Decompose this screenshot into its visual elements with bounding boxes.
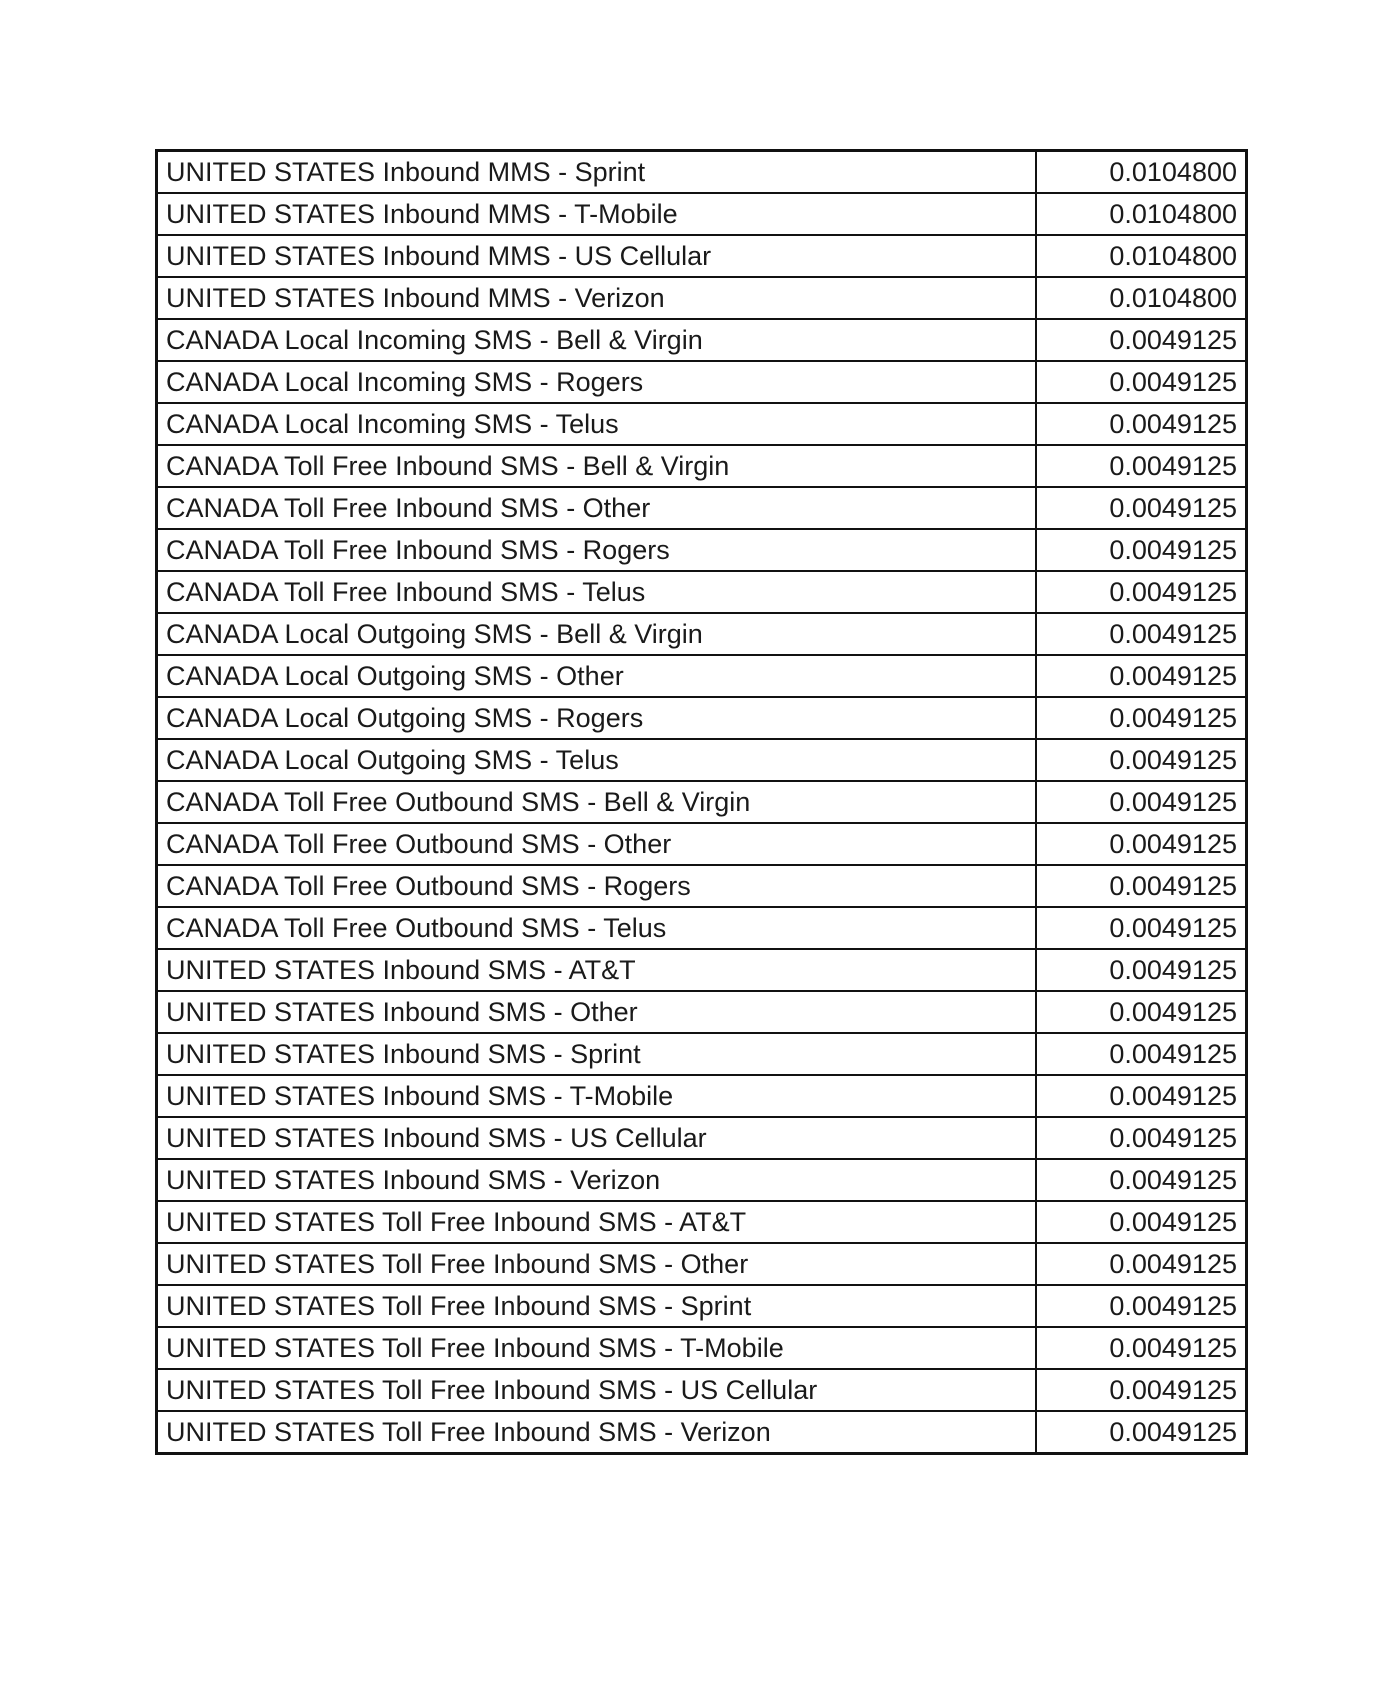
row-rate: 0.0049125 bbox=[1036, 1243, 1247, 1285]
row-description: UNITED STATES Toll Free Inbound SMS - T-Mobile bbox=[157, 1327, 1036, 1369]
row-rate: 0.0049125 bbox=[1036, 571, 1247, 613]
row-rate: 0.0049125 bbox=[1036, 1285, 1247, 1327]
table-row bbox=[157, 865, 1247, 907]
row-description: UNITED STATES Inbound MMS - T-Mobile bbox=[157, 193, 1036, 235]
row-rate: 0.0049125 bbox=[1036, 361, 1247, 403]
table-row bbox=[157, 571, 1247, 613]
row-description: UNITED STATES Inbound SMS - Other bbox=[157, 991, 1036, 1033]
table-row bbox=[157, 319, 1247, 361]
row-description: UNITED STATES Inbound SMS - Sprint bbox=[157, 1033, 1036, 1075]
row-rate: 0.0049125 bbox=[1036, 865, 1247, 907]
table-row bbox=[157, 613, 1247, 655]
table-row bbox=[157, 151, 1247, 194]
row-description: CANADA Toll Free Outbound SMS - Bell & Virgin bbox=[157, 781, 1036, 823]
row-description: UNITED STATES Toll Free Inbound SMS - Other bbox=[157, 1243, 1036, 1285]
row-description: CANADA Toll Free Outbound SMS - Telus bbox=[157, 907, 1036, 949]
row-description: UNITED STATES Inbound SMS - Verizon bbox=[157, 1159, 1036, 1201]
table-row bbox=[157, 403, 1247, 445]
row-rate: 0.0049125 bbox=[1036, 991, 1247, 1033]
row-description: CANADA Toll Free Inbound SMS - Telus bbox=[157, 571, 1036, 613]
row-description: CANADA Local Incoming SMS - Bell & Virgin bbox=[157, 319, 1036, 361]
table-row bbox=[157, 823, 1247, 865]
row-description: UNITED STATES Toll Free Inbound SMS - US Cellular bbox=[157, 1369, 1036, 1411]
row-rate: 0.0049125 bbox=[1036, 487, 1247, 529]
table-row bbox=[157, 277, 1247, 319]
row-rate: 0.0049125 bbox=[1036, 1411, 1247, 1454]
table-row bbox=[157, 949, 1247, 991]
table-row bbox=[157, 1285, 1247, 1327]
row-description: UNITED STATES Inbound MMS - US Cellular bbox=[157, 235, 1036, 277]
row-description: UNITED STATES Inbound SMS - US Cellular bbox=[157, 1117, 1036, 1159]
table-row bbox=[157, 1117, 1247, 1159]
row-rate: 0.0049125 bbox=[1036, 319, 1247, 361]
row-description: CANADA Toll Free Outbound SMS - Rogers bbox=[157, 865, 1036, 907]
row-rate: 0.0049125 bbox=[1036, 1117, 1247, 1159]
row-rate: 0.0049125 bbox=[1036, 739, 1247, 781]
table-row bbox=[157, 907, 1247, 949]
row-rate: 0.0049125 bbox=[1036, 403, 1247, 445]
row-description: CANADA Local Outgoing SMS - Telus bbox=[157, 739, 1036, 781]
table-row bbox=[157, 1033, 1247, 1075]
row-rate: 0.0049125 bbox=[1036, 1033, 1247, 1075]
table-row bbox=[157, 739, 1247, 781]
table-row bbox=[157, 1411, 1247, 1454]
table-row bbox=[157, 361, 1247, 403]
row-rate: 0.0049125 bbox=[1036, 655, 1247, 697]
table-row bbox=[157, 991, 1247, 1033]
table-row bbox=[157, 1075, 1247, 1117]
row-description: CANADA Toll Free Outbound SMS - Other bbox=[157, 823, 1036, 865]
row-rate: 0.0049125 bbox=[1036, 697, 1247, 739]
row-description: CANADA Local Incoming SMS - Telus bbox=[157, 403, 1036, 445]
row-rate: 0.0049125 bbox=[1036, 1327, 1247, 1369]
row-description: CANADA Toll Free Inbound SMS - Bell & Virgin bbox=[157, 445, 1036, 487]
row-rate: 0.0049125 bbox=[1036, 445, 1247, 487]
table-row bbox=[157, 235, 1247, 277]
row-description: CANADA Local Incoming SMS - Rogers bbox=[157, 361, 1036, 403]
row-description: CANADA Local Outgoing SMS - Rogers bbox=[157, 697, 1036, 739]
row-description: UNITED STATES Toll Free Inbound SMS - Verizon bbox=[157, 1411, 1036, 1454]
row-rate: 0.0049125 bbox=[1036, 529, 1247, 571]
row-rate: 0.0104800 bbox=[1036, 151, 1247, 194]
row-description: UNITED STATES Inbound MMS - Sprint bbox=[157, 151, 1036, 194]
row-rate: 0.0049125 bbox=[1036, 1075, 1247, 1117]
row-rate: 0.0049125 bbox=[1036, 1159, 1247, 1201]
row-description: UNITED STATES Toll Free Inbound SMS - Sprint bbox=[157, 1285, 1036, 1327]
table-row bbox=[157, 1369, 1247, 1411]
row-description: UNITED STATES Inbound SMS - T-Mobile bbox=[157, 1075, 1036, 1117]
row-description: CANADA Toll Free Inbound SMS - Rogers bbox=[157, 529, 1036, 571]
row-rate: 0.0049125 bbox=[1036, 781, 1247, 823]
table-row bbox=[157, 445, 1247, 487]
rates-table bbox=[155, 149, 1248, 1455]
table-row bbox=[157, 1243, 1247, 1285]
table-row bbox=[157, 1159, 1247, 1201]
row-rate: 0.0049125 bbox=[1036, 613, 1247, 655]
table-row bbox=[157, 487, 1247, 529]
table-row bbox=[157, 655, 1247, 697]
row-description: UNITED STATES Inbound MMS - Verizon bbox=[157, 277, 1036, 319]
row-rate: 0.0104800 bbox=[1036, 277, 1247, 319]
row-rate: 0.0104800 bbox=[1036, 193, 1247, 235]
row-rate: 0.0049125 bbox=[1036, 1369, 1247, 1411]
row-rate: 0.0049125 bbox=[1036, 907, 1247, 949]
table-row bbox=[157, 781, 1247, 823]
table-row bbox=[157, 1201, 1247, 1243]
row-rate: 0.0049125 bbox=[1036, 823, 1247, 865]
row-rate: 0.0049125 bbox=[1036, 949, 1247, 991]
row-description: CANADA Toll Free Inbound SMS - Other bbox=[157, 487, 1036, 529]
row-description: CANADA Local Outgoing SMS - Bell & Virgin bbox=[157, 613, 1036, 655]
row-rate: 0.0049125 bbox=[1036, 1201, 1247, 1243]
table-row bbox=[157, 529, 1247, 571]
row-description: UNITED STATES Toll Free Inbound SMS - AT&T bbox=[157, 1201, 1036, 1243]
table-row bbox=[157, 1327, 1247, 1369]
row-description: CANADA Local Outgoing SMS - Other bbox=[157, 655, 1036, 697]
table-row bbox=[157, 193, 1247, 235]
rates-table-body bbox=[157, 151, 1247, 1454]
row-description: UNITED STATES Inbound SMS - AT&T bbox=[157, 949, 1036, 991]
table-row bbox=[157, 697, 1247, 739]
row-rate: 0.0104800 bbox=[1036, 235, 1247, 277]
